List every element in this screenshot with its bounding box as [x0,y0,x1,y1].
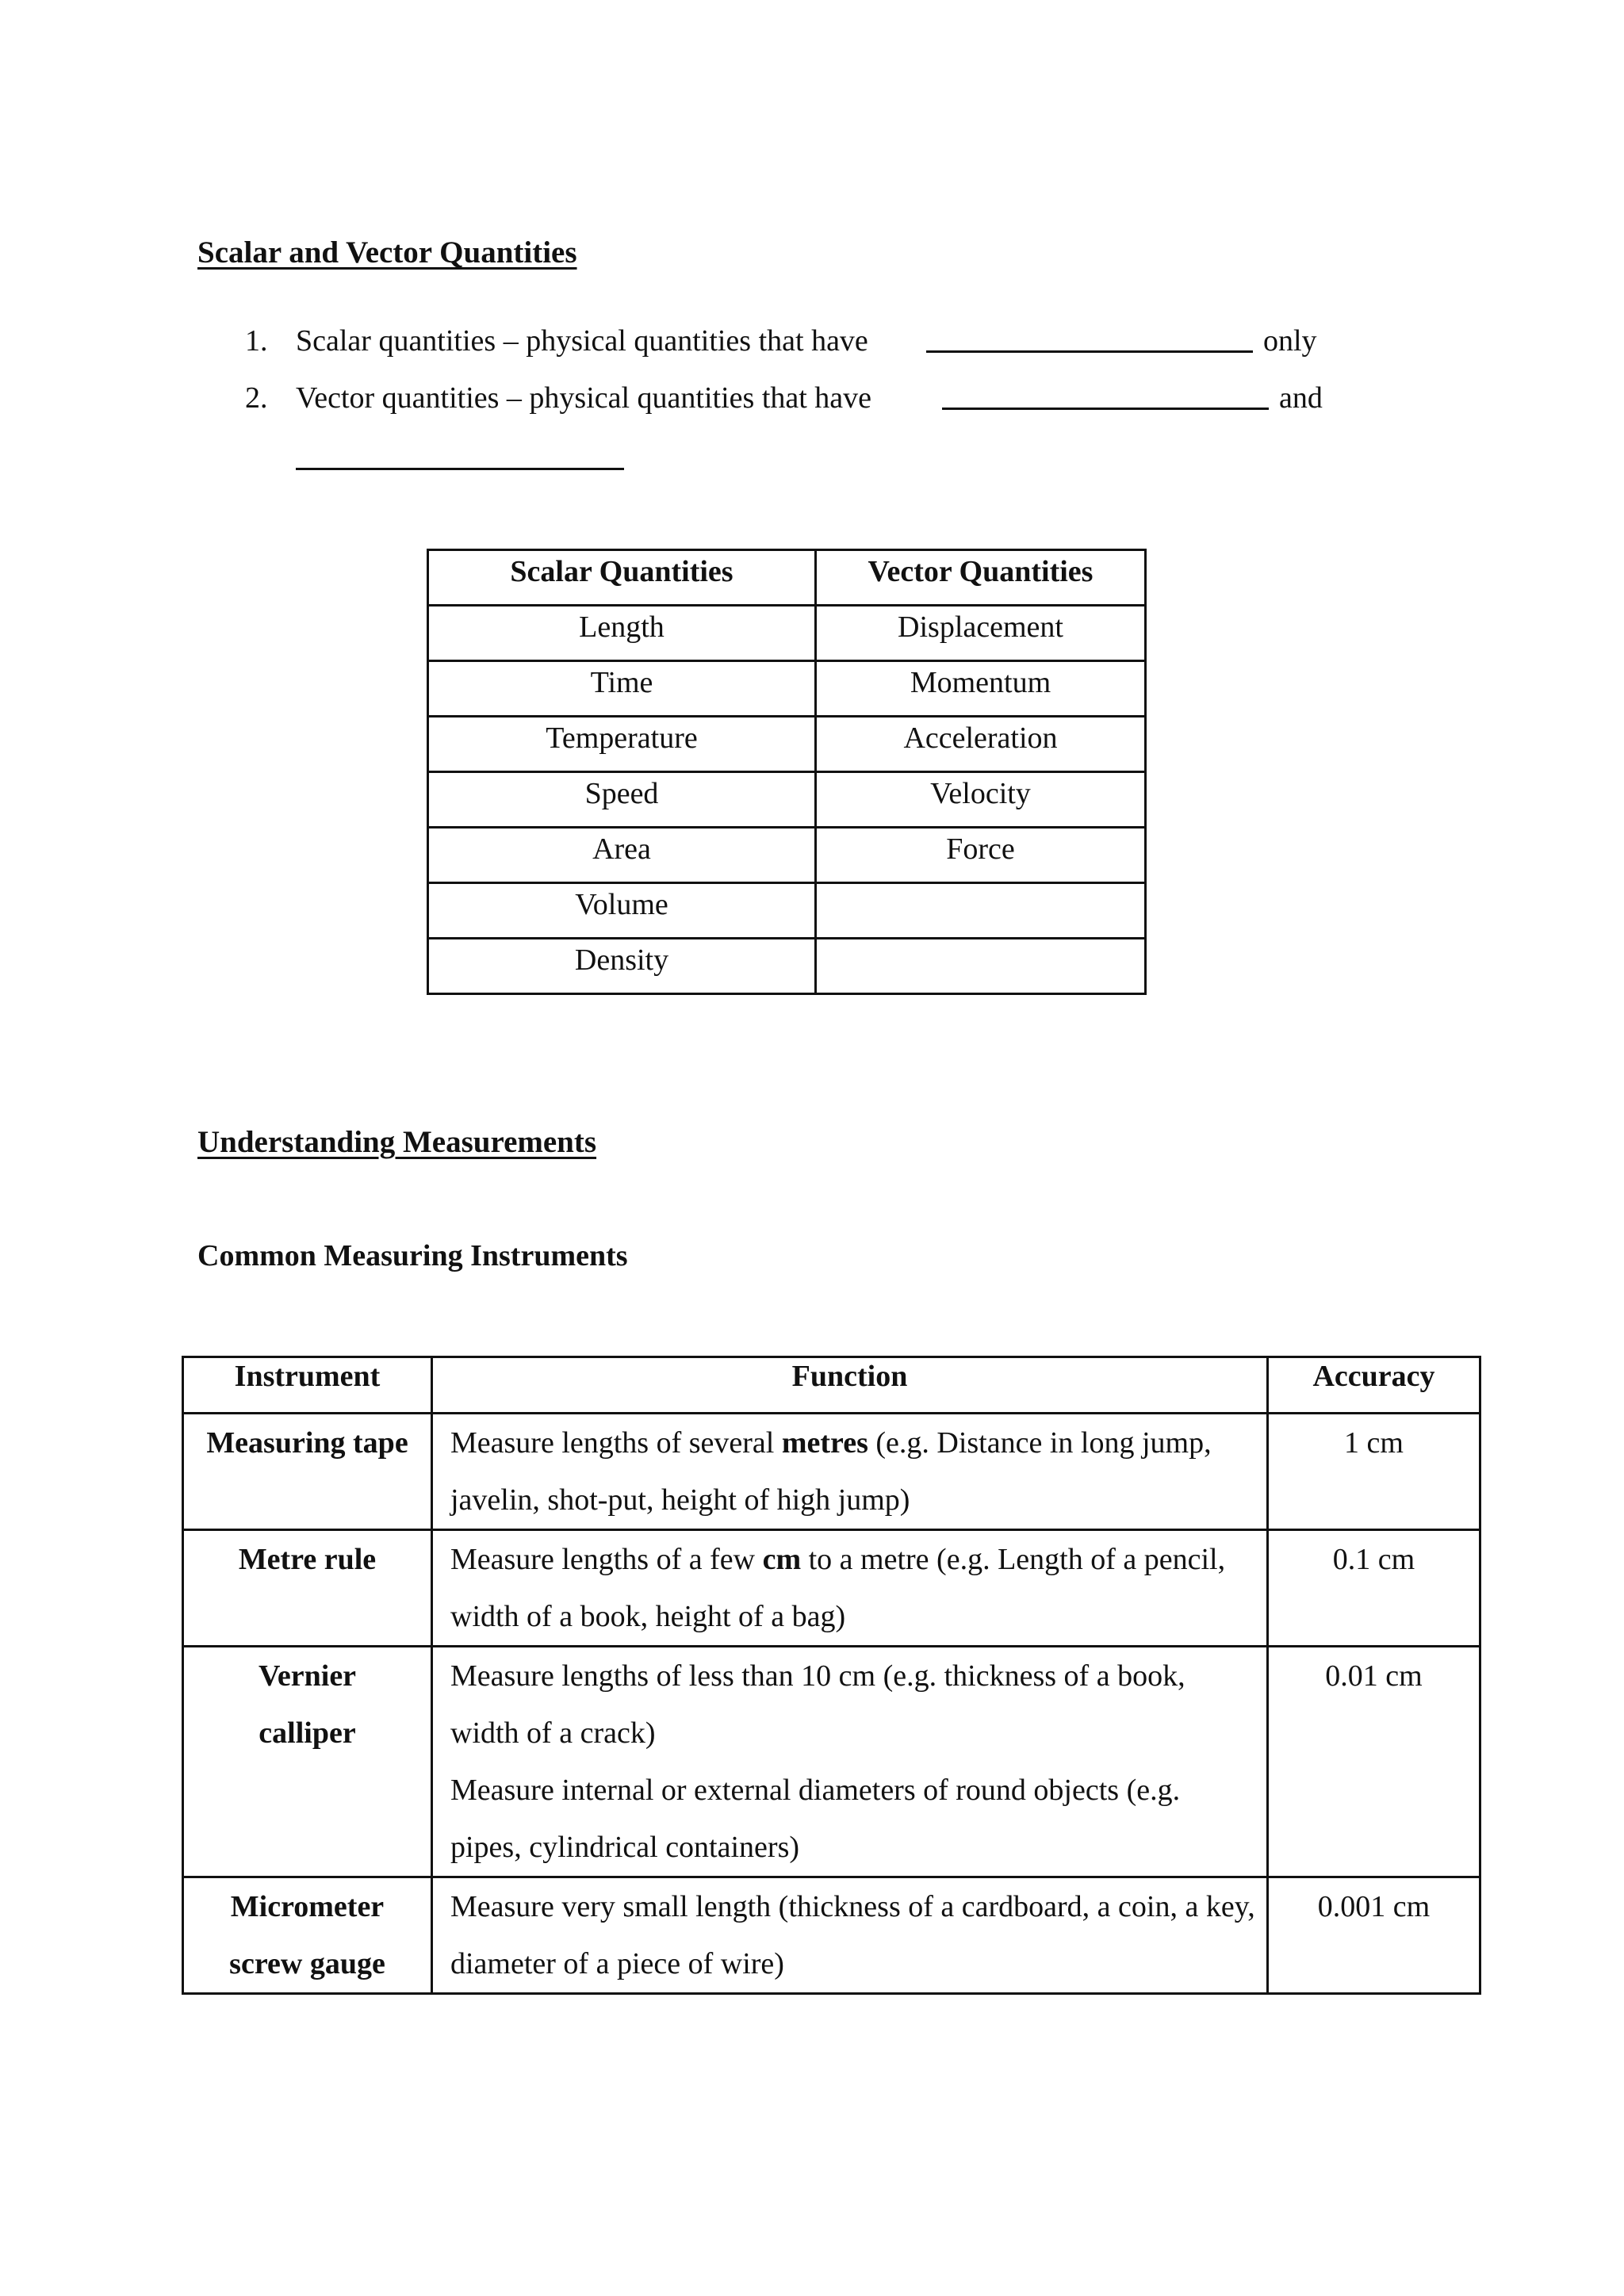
header-vector: Vector Quantities [816,550,1146,606]
function-text: Measure lengths of less than 10 cm (e.g. thickness of a book, width of a crack) [450,1659,1185,1750]
vector-cell [816,883,1146,939]
scalar-cell: Speed [428,772,816,828]
instruments-table [182,1356,1481,1995]
function-text: cm [762,1543,802,1576]
function-text: to a metre (e.g. Length of a pencil, width of a book, height of a bag) [450,1543,1226,1633]
vector-cell: Velocity [816,772,1146,828]
answer-blank-3[interactable] [296,444,624,470]
function-text: Measure very small length (thickness of a cardboard, a coin, a key, diameter of a piece of wire) [450,1890,1255,1980]
answer-blank-1[interactable] [926,327,1253,353]
answer-blank-2[interactable] [942,384,1269,410]
scalar-cell: Length [428,606,816,661]
list-number: 2. [245,381,268,415]
scalar-cell: Temperature [428,717,816,772]
accuracy-cell: 1 cm [1268,1414,1480,1530]
list-after-1: only [1263,324,1317,358]
table-row [183,1530,1480,1647]
vector-cell [816,939,1146,994]
function-text: (e.g. Distance in long jump, javelin, shot-put, height of high jump) [450,1426,1212,1517]
function-text: Measure lengths of a few [450,1543,763,1576]
section-title-scalar-vector: Scalar and Vector Quantities [197,235,577,270]
table-row [428,939,1146,994]
scalar-cell: Time [428,661,816,717]
quantities-table [427,549,1147,995]
accuracy-cell: 0.01 cm [1268,1647,1480,1877]
table-row [428,661,1146,717]
table-header-row [183,1357,1480,1414]
instrument-name-cell [183,1414,432,1530]
function-cell [432,1877,1268,1994]
table-row [183,1877,1480,1994]
list-item-1 [245,323,868,358]
header-accuracy: Accuracy [1268,1357,1480,1414]
vector-cell: Momentum [816,661,1146,717]
scalar-cell: Volume [428,883,816,939]
instrument-name-line: Micrometer [230,1890,385,1923]
list-item-2 [245,381,872,415]
instrument-name-cell [183,1530,432,1647]
instrument-name-line: screw gauge [229,1947,385,1980]
scalar-cell: Area [428,828,816,883]
list-after-2: and [1279,381,1323,415]
function-cell [432,1414,1268,1530]
table-header-row [428,550,1146,606]
section-title-measurements: Understanding Measurements [197,1125,597,1159]
table-row [428,772,1146,828]
vector-cell: Acceleration [816,717,1146,772]
header-scalar: Scalar Quantities [428,550,816,606]
instrument-name-cell [183,1877,432,1994]
table-row [428,883,1146,939]
instrument-name-line: Vernier [258,1659,357,1693]
accuracy-cell: 0.001 cm [1268,1877,1480,1994]
vector-cell: Force [816,828,1146,883]
list-text: Vector quantities – physical quantities that have [296,381,872,415]
table-row [183,1647,1480,1877]
scalar-cell: Density [428,939,816,994]
table-row [428,828,1146,883]
list-number: 1. [245,324,268,358]
instrument-name-line: calliper [259,1716,356,1750]
list-text: Scalar quantities – physical quantities that have [296,324,868,358]
table-row [183,1414,1480,1530]
function-text: Measure internal or external diameters of round objects (e.g. pipes, cylindrical containers) [450,1774,1181,1864]
table-row [428,717,1146,772]
function-cell [432,1530,1268,1647]
header-instrument: Instrument [183,1357,432,1414]
accuracy-cell: 0.1 cm [1268,1530,1480,1647]
section-subtitle-instruments: Common Measuring Instruments [197,1239,628,1272]
table-row [428,606,1146,661]
function-text: metres [781,1426,868,1460]
header-function: Function [432,1357,1268,1414]
instrument-name-line: Measuring tape [206,1426,408,1460]
function-cell [432,1647,1268,1877]
instrument-name-line: Metre rule [238,1543,377,1576]
instrument-name-cell [183,1647,432,1877]
vector-cell: Displacement [816,606,1146,661]
function-text: Measure lengths of several [450,1426,782,1460]
